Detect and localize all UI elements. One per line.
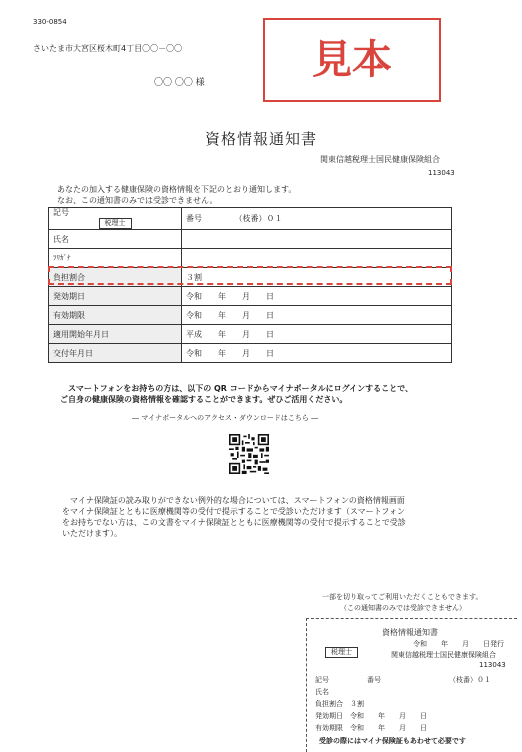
qr-code[interactable] <box>229 434 269 474</box>
eligibility-table <box>48 207 452 363</box>
mini-effective: 発効期日 令和 年 月 日 <box>315 712 427 720</box>
number-cell <box>182 208 452 230</box>
intro-line-1: あなたの加入する健康保険の資格情報を下記のとおり通知します。 <box>57 185 297 194</box>
cut-note-line-1: 一部を切り取ってご利用いただくこともできます。 <box>322 593 483 601</box>
row-label: ﾌﾘｶﾞﾅ <box>49 249 182 268</box>
mynumber-notice-line-1: マイナ保険証の読み取りができない例外的な場合については、スマートフォンの資格情報画面 <box>70 496 405 505</box>
detachable-card <box>306 618 517 752</box>
row-value: 令和 年 月 日 <box>182 344 452 363</box>
mini-issuer: 関東信越税理士国民健康保険組合 <box>391 651 496 659</box>
symbol-label: 記号 <box>53 208 69 217</box>
mini-symbol-label: 記号 <box>315 676 329 684</box>
intro-line-2: なお、この通知書のみでは受診できません。 <box>57 196 218 205</box>
mynumber-notice-line-4: いただけます）。 <box>62 529 122 538</box>
recipient-address: さいたま市大宮区桜木町4丁目〇〇－〇〇 <box>33 44 183 53</box>
table-row <box>49 344 452 363</box>
branch-number: （枝番）０１ <box>234 214 283 223</box>
portal-access-caption: ― マイナポータルへのアクセス・ダウンロードはこちら ― <box>132 414 319 422</box>
row-label: 適用開始年月日 <box>49 325 182 344</box>
row-value: 令和 年 月 日 <box>182 306 452 325</box>
mini-title: 資格情報通知書 <box>382 628 438 637</box>
row-label: 負担割合 <box>49 268 182 287</box>
row-label: 交付年月日 <box>49 344 182 363</box>
cut-note-line-2: （この通知書のみでは受診できません） <box>340 604 466 612</box>
row-value: ３割 <box>182 268 452 287</box>
mini-ratio: 負担割合 ３割 <box>315 700 364 708</box>
recipient-name: 〇〇 〇〇 様 <box>154 78 205 88</box>
mini-number-label: 番号 <box>367 676 381 684</box>
symbol-cell <box>49 208 182 230</box>
table-row <box>49 287 452 306</box>
mini-footer: 受診の際にはマイナ保険証もあわせて必要です <box>319 737 466 745</box>
postal-code: 330-0854 <box>33 18 67 26</box>
table-row <box>49 306 452 325</box>
mini-symbol-value: 税理士 <box>325 647 358 658</box>
mini-issuer-code: 113043 <box>479 661 506 669</box>
mini-name-label: 氏名 <box>315 688 329 696</box>
row-value: 令和 年 月 日 <box>182 287 452 306</box>
issuer-name: 関東信越税理士国民健康保険組合 <box>320 155 440 164</box>
table-row-symbol-number <box>49 208 452 230</box>
row-label: 発効期日 <box>49 287 182 306</box>
document-title: 資格情報通知書 <box>204 130 317 148</box>
row-label: 氏名 <box>49 230 182 249</box>
mynumber-notice-line-2: をマイナ保険証とともに医療機関等の受付で提示することで受診いただけます（スマートフォン <box>62 507 406 516</box>
mynumber-notice-line-3: をお持ちでない方は、この文書をマイナ保険証とともに医療機関等の受付で提示することで受診 <box>62 518 406 527</box>
table-row <box>49 325 452 344</box>
row-value <box>182 249 452 268</box>
row-value: 平成 年 月 日 <box>182 325 452 344</box>
row-value <box>182 230 452 249</box>
issuer-code: 113043 <box>428 169 455 177</box>
symbol-value: 税理士 <box>99 218 132 229</box>
table-row <box>49 230 452 249</box>
mini-expiry: 有効期限 令和 年 月 日 <box>315 724 427 732</box>
table-row <box>49 268 452 287</box>
mini-issue-date: 令和 年 月 日発行 <box>413 640 504 648</box>
table-row <box>49 249 452 268</box>
smartphone-notice-line-1: スマートフォンをお持ちの方は、以下の QR コードからマイナポータルにログインすることで、 <box>68 384 414 393</box>
sample-stamp: 見本 <box>263 18 441 102</box>
smartphone-notice-line-2: ご自身の健康保険の資格情報を確認することができます。ぜひご活用ください。 <box>60 395 348 404</box>
row-label: 有効期限 <box>49 306 182 325</box>
number-label: 番号 <box>186 214 202 223</box>
mini-branch: （枝番）０１ <box>449 676 491 684</box>
